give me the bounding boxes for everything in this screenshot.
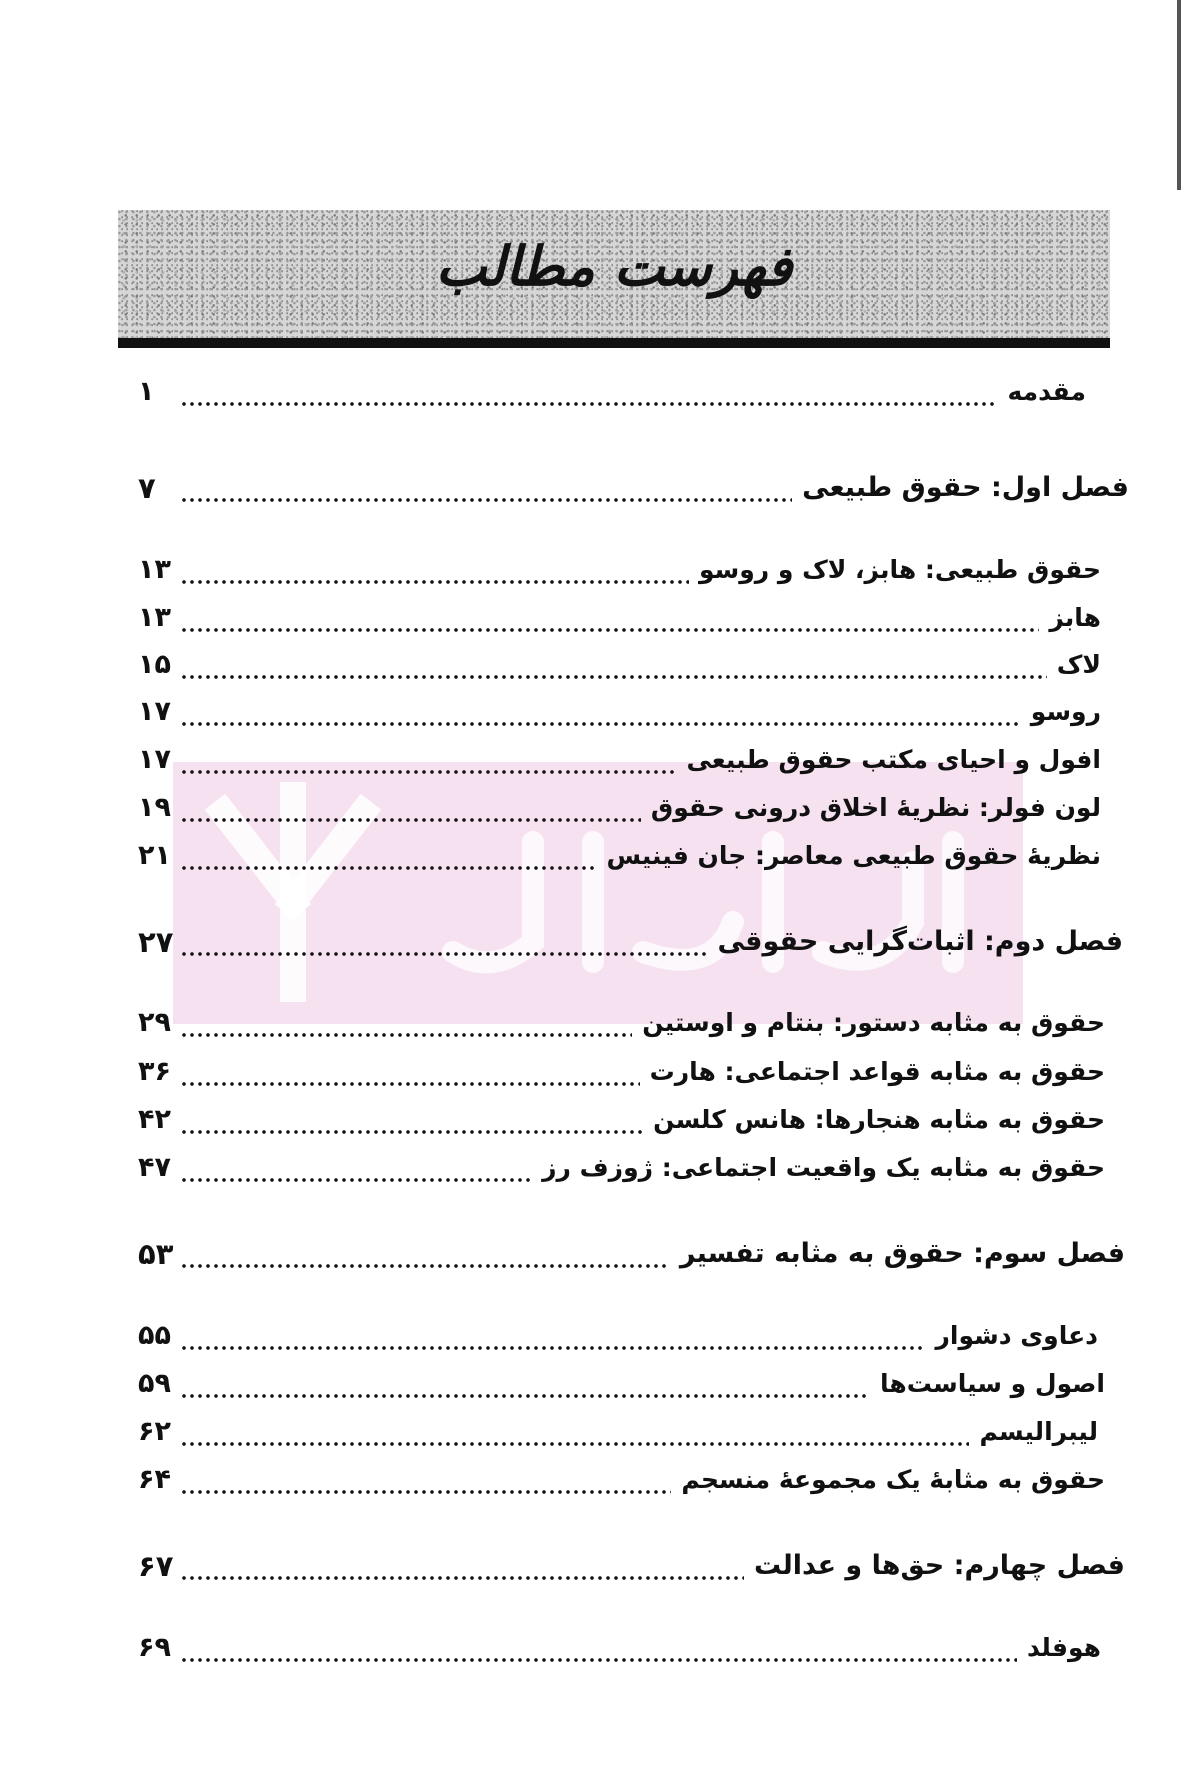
toc-entry-row — [0, 598, 1181, 638]
toc-row-content — [138, 692, 1101, 732]
toc-page-number: ۷ — [138, 471, 156, 505]
dot-leader — [180, 836, 596, 876]
dot-leader — [180, 1234, 670, 1274]
toc-page-number: ۵۵ — [138, 1320, 171, 1351]
toc-entry-row — [0, 1100, 1181, 1140]
toc-page-number: ۶۲ — [138, 1416, 171, 1447]
toc-entry-row — [0, 550, 1181, 590]
dot-leader — [180, 1316, 926, 1356]
toc-page-number: ۱۷ — [138, 696, 171, 727]
toc-entry-title: حقوق طبیعی: هابز، لاک و روسو — [698, 555, 1101, 584]
toc-row-content — [138, 645, 1101, 685]
toc-entry-title: حقوق به مثابه قواعد اجتماعی: هارت — [649, 1057, 1105, 1086]
dot-leader — [180, 550, 689, 590]
toc-row-content — [138, 1412, 1098, 1452]
toc-entry-title: مقدمه — [1007, 377, 1086, 406]
toc-entry-row — [0, 1412, 1181, 1452]
toc-entry-row — [0, 1003, 1181, 1043]
toc-entry-title: هوفلد — [1026, 1633, 1101, 1662]
dot-leader — [180, 598, 1039, 638]
toc-page-number: ۶۷ — [138, 1549, 174, 1583]
toc-row-content — [138, 1052, 1105, 1092]
dot-leader — [180, 692, 1021, 732]
toc-chapter-row — [0, 468, 1181, 508]
toc-entry-title: هابز — [1049, 603, 1101, 632]
dot-leader — [180, 1003, 632, 1043]
toc-entry-title: فصل اول: حقوق طبیعی — [802, 472, 1129, 503]
toc-row-content — [138, 1234, 1125, 1274]
toc-page-number: ۶۹ — [138, 1632, 171, 1663]
toc-page-number: ۴۷ — [138, 1152, 171, 1183]
toc-row-content — [138, 922, 1123, 962]
toc-page-number: ۱۵ — [138, 649, 171, 680]
dot-leader — [180, 1364, 870, 1404]
dot-leader — [180, 922, 707, 962]
toc-row-content — [138, 550, 1101, 590]
toc-entry-title: لاک — [1056, 650, 1101, 679]
toc-entry-title: فصل چهارم: حق‌ها و عدالت — [754, 1550, 1125, 1581]
toc-chapter-row — [0, 1546, 1181, 1586]
toc-entry-title: فصل سوم: حقوق به مثابه تفسیر — [679, 1238, 1125, 1269]
toc-row-content — [138, 1003, 1105, 1043]
dot-leader — [180, 645, 1047, 685]
dot-leader — [180, 788, 641, 828]
toc-entry-title: لون فولر: نظریهٔ اخلاق درونی حقوق — [650, 793, 1101, 822]
toc-entry-title: حقوق به مثابه دستور: بنتام و اوستین — [642, 1008, 1105, 1037]
toc-page-number: ۲۱ — [138, 840, 171, 871]
toc-page-number: ۵۹ — [138, 1368, 171, 1399]
dot-leader — [180, 1052, 640, 1092]
toc-page-number: ۱ — [138, 376, 155, 407]
toc-entry-row — [0, 1052, 1181, 1092]
toc-row-content — [138, 788, 1101, 828]
toc-entry-row — [0, 1628, 1181, 1668]
toc-row-content — [138, 740, 1101, 780]
toc-row-content — [138, 1546, 1125, 1586]
toc-row-content — [138, 372, 1086, 412]
toc-row-content — [138, 1316, 1098, 1356]
toc-entry-row — [0, 788, 1181, 828]
dot-leader — [180, 1628, 1017, 1668]
toc-page-number: ۱۳ — [138, 554, 171, 585]
dot-leader — [180, 1100, 643, 1140]
toc-page-number: ۲۹ — [138, 1007, 171, 1038]
toc-entry-row — [0, 645, 1181, 685]
toc-entry-title: افول و احیای مکتب حقوق طبیعی — [686, 745, 1101, 774]
toc-entry-row — [0, 1460, 1181, 1500]
toc-entry-title: اصول و سیاست‌ها — [880, 1369, 1105, 1398]
toc-page-number: ۴۲ — [138, 1104, 171, 1135]
toc-row-content — [138, 836, 1101, 876]
toc-page-number: ۱۹ — [138, 792, 171, 823]
toc-page-number: ۳۶ — [138, 1056, 171, 1087]
toc-row-content — [138, 1100, 1105, 1140]
toc-entry-title: حقوق به مثابه یک واقعیت اجتماعی: ژوزف رز — [542, 1153, 1105, 1182]
dot-leader — [180, 1148, 532, 1188]
toc-row-content — [138, 1148, 1105, 1188]
dot-leader — [180, 740, 676, 780]
toc-entry-title: نظریهٔ حقوق طبیعی معاصر: جان فینیس — [606, 841, 1101, 870]
toc-row-content — [138, 468, 1129, 508]
toc-chapter-row — [0, 1234, 1181, 1274]
toc-page-number: ۱۷ — [138, 744, 171, 775]
toc-entry-row — [0, 740, 1181, 780]
toc-page-number: ۶۴ — [138, 1464, 171, 1495]
toc-page-number: ۵۳ — [138, 1237, 174, 1271]
toc-entry-title: روسو — [1030, 697, 1101, 726]
dot-leader — [180, 1546, 744, 1586]
toc-chapter-row — [0, 922, 1181, 962]
toc-entry-title: فصل دوم: اثبات‌گرایی حقوقی — [717, 926, 1123, 957]
toc-entry-title: لیبرالیسم — [979, 1417, 1098, 1446]
toc-page-number: ۲۷ — [138, 925, 174, 959]
page-title: فهرست مطالب — [435, 234, 793, 298]
toc-row-content — [138, 1364, 1105, 1404]
toc-entry-row — [0, 692, 1181, 732]
toc-row-content — [138, 1628, 1101, 1668]
toc-entry-row — [0, 1316, 1181, 1356]
toc-row-content — [138, 1460, 1105, 1500]
dot-leader — [180, 468, 792, 508]
toc-entry-title: حقوق به مثابه هنجارها: هانس کلسن — [653, 1105, 1105, 1134]
toc-entry-row — [0, 836, 1181, 876]
toc-entry-row — [0, 1148, 1181, 1188]
toc-page-number: ۱۳ — [138, 602, 171, 633]
toc-entry-title: حقوق به مثابهٔ یک مجموعهٔ منسجم — [681, 1465, 1105, 1494]
dot-leader — [180, 1460, 671, 1500]
toc-entry-row — [0, 372, 1181, 412]
toc-entry-title: دعاوی دشوار — [935, 1321, 1098, 1350]
toc-entry-row — [0, 1364, 1181, 1404]
toc-row-content — [138, 598, 1101, 638]
dot-leader — [180, 372, 997, 412]
dot-leader — [180, 1412, 969, 1452]
